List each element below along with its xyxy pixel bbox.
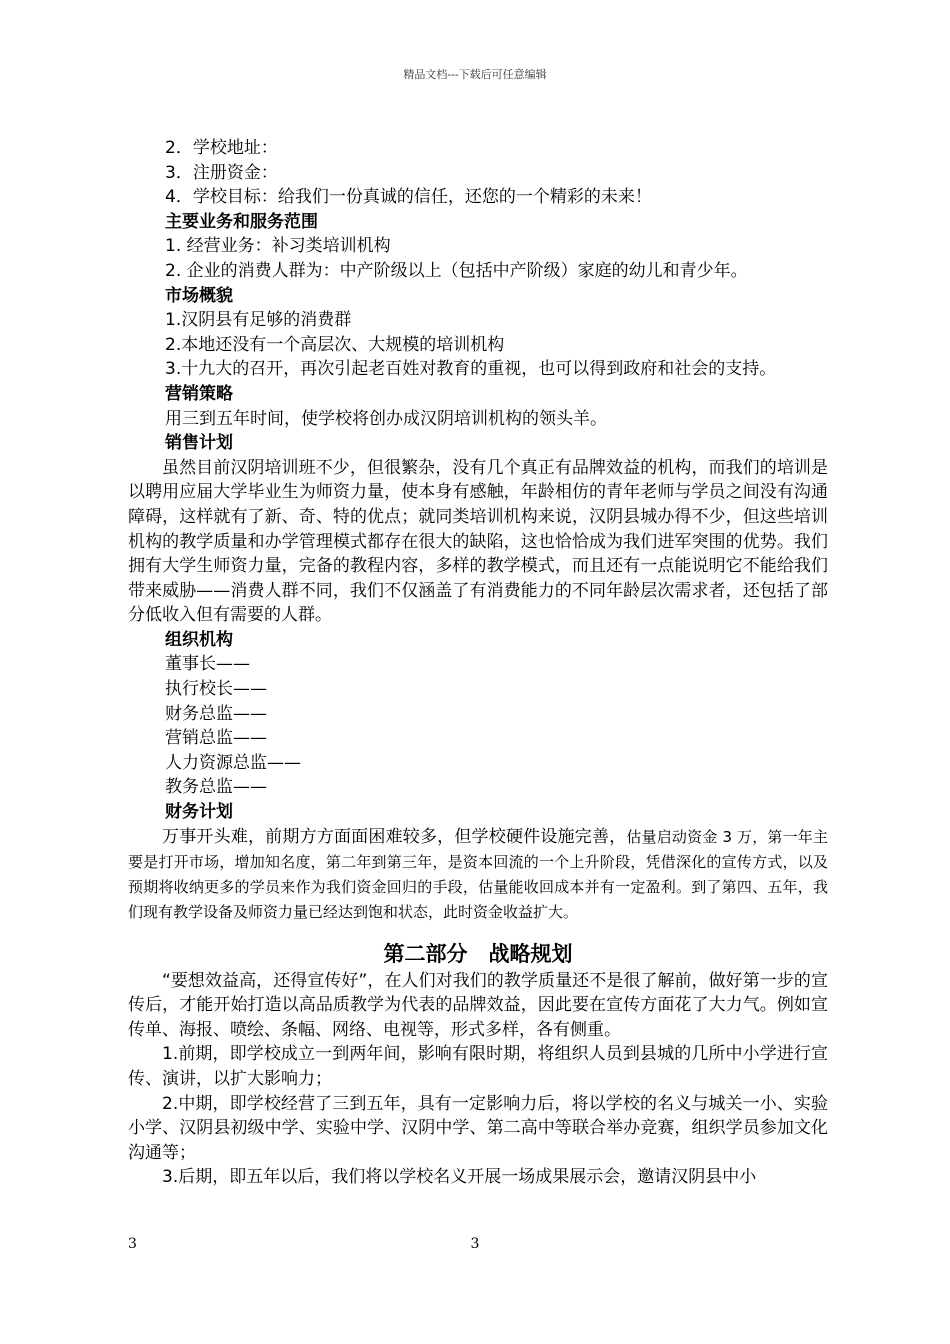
org-item: 教务总监—— xyxy=(165,777,267,798)
part2-heading: 第二部分 战略规划 xyxy=(383,941,573,966)
document-body xyxy=(128,136,828,1190)
footer-page-number-center: 3 xyxy=(470,1236,480,1252)
finance-paragraph xyxy=(128,825,828,925)
market-item: 1.汉阴县有足够的消费群 xyxy=(165,310,352,331)
part2-paragraph: 1.前期，即学校成立一到两年间，影响有限时期，将组织人员到县城的几所中小学进行宣传、演讲，以扩大影响力； xyxy=(128,1044,828,1089)
org-item: 人力资源总监—— xyxy=(165,752,301,773)
business-title: 主要业务和服务范围 xyxy=(165,211,318,232)
finance-text-b: 估量启动资金 3 万，第一年主要是打开市场，增加知名度，第二年到第三年，是资本回流的一个上升阶段，凭借深化的宣传方式，以及预期将收纳更多的学员来作为我们资金回归的手段，估量能收回成本并有一定盈利。到了第四、五年，我们现有教学设备及师资力量已经达到饱和状态，此时资金收益扩大。 xyxy=(128,827,828,921)
sales-paragraph: 虽然目前汉阴培训班不少，但很繁杂，没有几个真正有品牌效益的机构，而我们的培训是以聘用应届大学毕业生为师资力量，使本身有感触，年龄相仿的青年老师与学员之间没有沟通障碍，这样就有了新、奇、特的优点；就同类培训机构来说，汉阴县城办得不少，但这些培训机构的教学质量和办学管理模式都存在很大的缺陷，这也恰恰成为我们进军突围的优势。我们拥有大学生师资力量，完备的教程内容，多样的教学模式，而且还有一点能说明它不能给我们带来威胁——消费人群不同，我们不仅涵盖了有消费能力的不同年龄层次需求者，还包括了部分低收入但有需要的人群。 xyxy=(128,457,828,626)
org-item: 董事长—— xyxy=(165,654,250,675)
part2-paragraph: 2.中期，即学校经营了三到五年，具有一定影响力后，将以学校的名义与城关一小、实验小学、汉阴县初级中学、实验中学、汉阴中学、第二高中等联合举办竞赛，组织学员参加文化沟通等； xyxy=(128,1093,828,1163)
org-item: 财务总监—— xyxy=(165,703,267,724)
market-title: 市场概貌 xyxy=(165,285,233,306)
market-item: 2.本地还没有一个高层次、大规模的培训机构 xyxy=(165,334,505,355)
marketing-text: 用三到五年时间，使学校将创办成汉阴培训机构的领头羊。 xyxy=(165,408,607,429)
business-item: 2. 企业的消费人群为：中产阶级以上（包括中产阶级）家庭的幼儿和青少年。 xyxy=(165,260,748,281)
part2-intro: “要想效益高，还得宣传好”，在人们对我们的教学质量还不是很了解前，做好第一步的宣传后，才能开始打造以高品质教学为代表的品牌效益，因此要在宣传方面花了大力气。例如宣传单、海报、喷绘、条幅、网络、电视等，形式多样，各有侧重。 xyxy=(128,970,828,1040)
sales-title: 销售计划 xyxy=(165,433,233,454)
registered-capital-line: 3．注册资金： xyxy=(165,162,278,183)
marketing-title: 营销策略 xyxy=(165,383,233,404)
finance-title: 财务计划 xyxy=(165,802,233,823)
page-header: 精品文档---下载后可任意编辑 xyxy=(403,68,547,81)
market-item: 3.十九大的召开，再次引起老百姓对教育的重视，也可以得到政府和社会的支持。 xyxy=(165,359,777,380)
org-item: 执行校长—— xyxy=(165,679,267,700)
school-address-line: 2．学校地址： xyxy=(165,138,278,158)
school-goal-line: 4．学校目标：给我们一份真诚的信任，还您的一个精彩的未来！ xyxy=(165,187,652,208)
org-title: 组织机构 xyxy=(165,629,233,650)
business-item: 1. 经营业务：补习类培训机构 xyxy=(165,236,391,257)
part2-paragraph: 3.后期，即五年以后，我们将以学校名义开展一场成果展示会，邀请汉阴县中小 xyxy=(162,1167,757,1188)
org-item: 营销总监—— xyxy=(165,728,267,749)
finance-text-a: 万事开头难，前期方方面面困难较多，但学校硬件设施完善， xyxy=(162,826,627,847)
footer-page-number-left: 3 xyxy=(128,1236,137,1252)
